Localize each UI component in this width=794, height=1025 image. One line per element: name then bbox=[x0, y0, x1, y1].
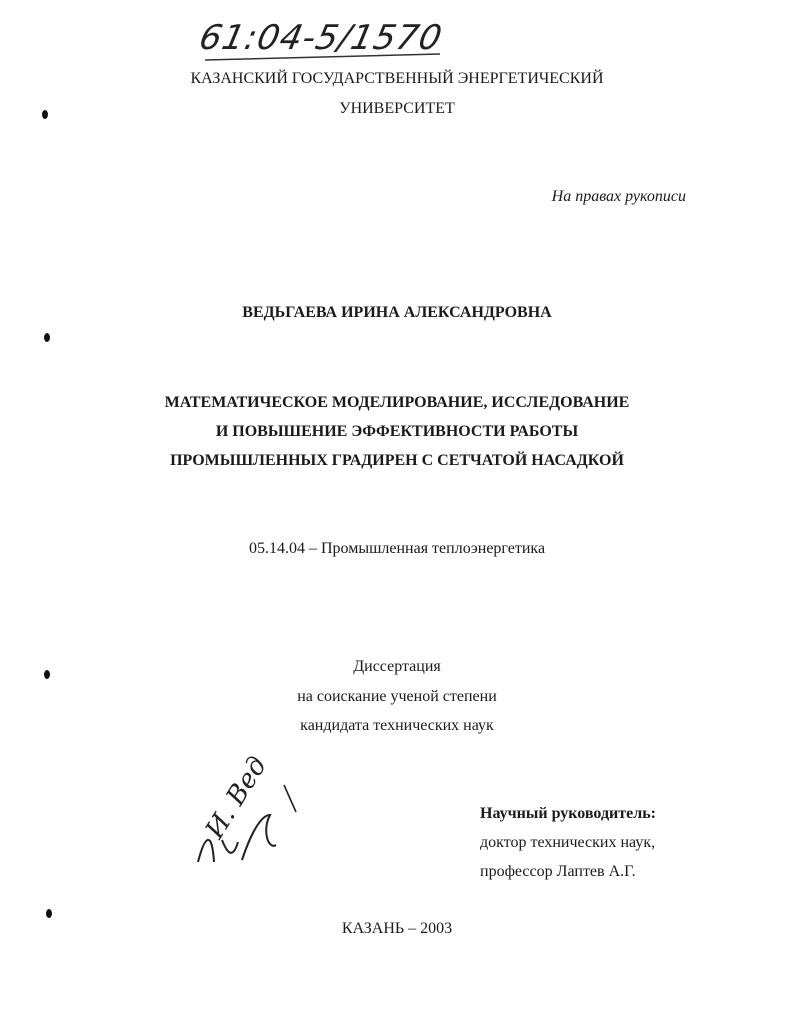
handwritten-signature: И. Вед bbox=[200, 751, 274, 844]
signature-stroke bbox=[242, 815, 276, 860]
binder-hole-mark bbox=[44, 333, 50, 342]
binder-hole-mark bbox=[42, 110, 48, 119]
supervisor-degree: доктор технических наук, bbox=[480, 834, 656, 851]
signature-stroke bbox=[284, 785, 296, 812]
university-name-line2: УНИВЕРСИТЕТ bbox=[339, 100, 455, 117]
handwritten-registry-number: 61:04-5/1570 bbox=[195, 18, 447, 58]
supervisor-heading: Научный руководитель: bbox=[480, 805, 656, 822]
university-name-line1: КАЗАНСКИЙ ГОСУДАРСТВЕННЫЙ ЭНЕРГЕТИЧЕСКИЙ bbox=[190, 70, 604, 87]
binder-hole-mark bbox=[44, 670, 50, 679]
title-line3: ПРОМЫШЛЕННЫХ ГРАДИРЕН С СЕТЧАТОЙ НАСАДКОЙ bbox=[170, 452, 624, 469]
dissertation-label: Диссертация bbox=[353, 658, 441, 675]
city-year: КАЗАНЬ – 2003 bbox=[341, 920, 453, 937]
title-line2: И ПОВЫШЕНИЕ ЭФФЕКТИВНОСТИ РАБОТЫ bbox=[215, 423, 579, 440]
degree-name: кандидата технических наук bbox=[300, 717, 494, 734]
signature-stroke bbox=[198, 840, 238, 862]
binder-hole-mark bbox=[46, 909, 52, 918]
registry-underline bbox=[205, 54, 440, 60]
author-name: ВЕДЬГАЕВА ИРИНА АЛЕКСАНДРОВНА bbox=[242, 304, 552, 321]
manuscript-note: На правах рукописи bbox=[551, 188, 686, 205]
specialty-code: 05.14.04 – Промышленная теплоэнергетика bbox=[248, 540, 546, 557]
title-line1: МАТЕМАТИЧЕСКОЕ МОДЕЛИРОВАНИЕ, ИССЛЕДОВАНИЕ bbox=[164, 394, 630, 411]
supervisor-name: профессор Лаптев А.Г. bbox=[480, 863, 636, 880]
degree-purpose: на соискание ученой степени bbox=[297, 688, 497, 705]
